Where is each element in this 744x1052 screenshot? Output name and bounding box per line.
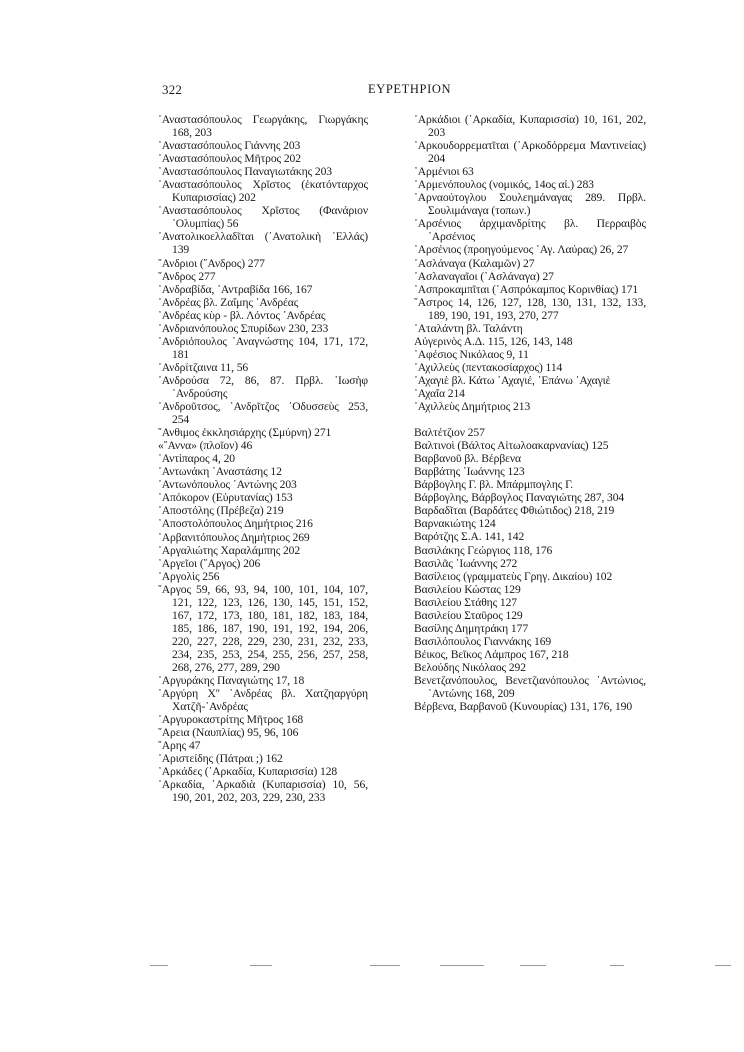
index-entry: Βασιλᾶς ᾿Ιωάννης 272 — [414, 556, 518, 570]
index-entry: ᾿Ανδριόπουλος ᾿Αναγνώστης 104, 171, 172, 181 — [158, 334, 368, 361]
index-section-beta — [414, 426, 646, 713]
index-entry: Βασίλειος (γραμματεὺς Γρηγ. Δικαίου) 102 — [414, 569, 613, 583]
index-column-right — [414, 113, 646, 713]
index-entry: ᾿Αργυροκαστρίτης Μῆτρος 168 — [158, 713, 304, 727]
index-entry: ᾿Αναστασόπουλος Γεωργάκης, Γιωργάκης 168, 203 — [158, 113, 368, 140]
index-entry: ᾿Αναστασόπουλος Χρῖστος (ἑκατόνταρχος Κυπαρισσίας) 202 — [158, 178, 368, 205]
index-entry: Βαρβανοῦ βλ. Βέρβενα — [414, 452, 522, 466]
index-entry: ᾿Αρβανιτόπουλος Δημήτριος 269 — [158, 530, 310, 544]
index-entry: ᾿Αφέσιος Νικόλαος 9, 11 — [414, 347, 529, 361]
index-entry: ῎Αστρος 14, 126, 127, 128, 130, 131, 132, 133, 189, 190, 191, 193, 270, 277 — [414, 295, 646, 322]
index-entry: Βενετζανόπουλος, Βενετζιανόπουλος ᾿Αντώνιος, ᾿Αντώνης 168, 209 — [414, 673, 646, 701]
index-entry: Βαρότζης Σ.Α. 141, 142 — [414, 530, 525, 544]
index-entry: ᾿Αντωνάκη ᾿Αναστάσης 12 — [158, 465, 282, 479]
index-entry: ᾿Αργολὶς 256 — [158, 569, 220, 583]
index-entry: ᾿Αχιλλεὺς Δημήτριος 213 — [414, 400, 531, 414]
index-entry: Βασιλείου Κώστας 129 — [414, 582, 521, 596]
index-entry: Βασιλάκης Γεώργιος 118, 176 — [414, 543, 553, 557]
index-entry: Αὐγερινὸς Α.Δ. 115, 126, 143, 148 — [414, 334, 573, 348]
scan-artifact-line — [140, 963, 740, 969]
index-entry: ᾿Ανδροῦτσος, ᾿Ανδρῖτζος ᾿Οδυσσεὺς 253, 254 — [158, 400, 368, 427]
index-entry: ῎Αρεια (Ναυπλίας) 95, 96, 106 — [158, 726, 299, 740]
index-entry: Βαλτέτζιον 257 — [414, 426, 485, 440]
index-section-alpha — [414, 113, 646, 413]
index-entry: ᾿Απόκορον (Εὐρυτανίας) 153 — [158, 491, 293, 505]
index-entry: «῎Αννα» (πλοῖον) 46 — [158, 439, 253, 453]
index-entry: ᾿Ανδρέας βλ. Ζαΐμης ᾿Ανδρέας — [158, 295, 299, 309]
index-entry: ᾿Ανδριανόπουλος Σπυρίδων 230, 233 — [158, 321, 329, 335]
index-entry: ᾿Αποστολόπουλος Δημήτριος 216 — [158, 517, 313, 531]
index-column-left — [158, 113, 368, 804]
index-entry: ᾿Ανδρέας κὺρ - βλ. Λόντος ᾿Ανδρέας — [158, 308, 326, 322]
index-entry: ᾿Αχαγιὲ βλ. Κάτω ᾿Αχαγιέ, ῾Επάνω ᾿Αχαγιὲ — [414, 373, 611, 387]
index-entry: ᾿Αρκουδορρεματῖται (᾿Αρκοδόρρεμα Μαντινείας) 204 — [414, 139, 646, 166]
index-entry: ᾿Αντίπαρος 4, 20 — [158, 452, 235, 466]
index-entry: Βέρβενα, Βαρβανοῦ (Κυνουρίας) 131, 176, 190 — [414, 700, 633, 714]
index-entry: ᾿Ανδραβίδα, ᾿Αντραβίδα 166, 167 — [158, 282, 313, 296]
running-head-title: ΕΥΡΕΤΗΡΙΟΝ — [368, 82, 452, 96]
index-entry: ᾿Αναστασόπουλος Παναγιωτάκης 203 — [158, 165, 332, 179]
index-entry: ῎Ανθιμος ἐκκλησιάρχης (Σμύρνη) 271 — [158, 426, 332, 440]
index-entry: ᾿Αναστασόπουλος Γιάννης 203 — [158, 139, 301, 153]
index-entry: ᾿Αργαλιώτης Χαραλάμπης 202 — [158, 543, 301, 557]
index-entry: ῎Αρης 47 — [158, 739, 201, 753]
index-entry: ᾿Αντωνόπουλος ᾿Αντώνης 203 — [158, 478, 297, 492]
index-entry: ᾿Αργύρη Χ'' ᾿Ανδρέας βλ. Χατζηαργύρη Χατζῆ-᾿Ανδρέας — [158, 687, 368, 714]
index-entry: ᾿Αρναούτογλου Σουλεημάναγας 289. Πρβλ. Σουλιμάναγα (τοπων.) — [414, 191, 646, 218]
index-entry: ᾿Αχαΐα 214 — [414, 386, 465, 400]
index-entry: ῎Ανδρος 277 — [158, 269, 216, 283]
index-entry: ᾿Ανδρούσα 72, 86, 87. Πρβλ. ᾿Ιωσὴφ ᾿Ανδρούσης — [158, 373, 368, 400]
page-number: 322 — [162, 82, 183, 97]
index-entry: ᾿Αργυράκης Παναγιώτης 17, 18 — [158, 674, 305, 688]
index-entry: Βασιλείου Στάθης 127 — [414, 595, 517, 609]
index-entry: Βασίλης Δημητράκη 177 — [414, 621, 529, 635]
index-entry: ᾿Αναστασόπουλος Χρῖστος (Φανάριον ᾿Ολυμπίας) 56 — [158, 204, 368, 231]
index-entry: ᾿Αρκάδιοι (᾿Αρκαδία, Κυπαρισσία) 10, 161, 202, 203 — [414, 113, 646, 140]
index-entry: Βασιλόπουλος Γιαννάκης 169 — [414, 634, 552, 648]
index-entry: ῎Ανδριοι (῎Ανδρος) 277 — [158, 256, 265, 270]
index-entry: ᾿Αρμενόπουλος (νομικός, 14ος αἰ.) 283 — [414, 178, 594, 192]
index-entry: ᾿Αταλάντη βλ. Ταλάντη — [414, 321, 523, 335]
index-entry: ᾿Αρμένιοι 63 — [414, 165, 474, 179]
index-entry: ᾿Αριστείδης (Πάτραι ;) 162 — [158, 752, 283, 766]
index-entry: ᾿Αργεῖοι (῎Αργος) 206 — [158, 556, 261, 570]
index-entry: ᾿Αποστόλης (Πρέβεζα) 219 — [158, 504, 284, 518]
section-divider — [414, 413, 646, 426]
index-entry: Βαρδαδῖται (Βαρδάτες Φθιώτιδος) 218, 219 — [414, 504, 615, 518]
index-entry: ᾿Ανδρίτζαινα 11, 56 — [158, 360, 249, 374]
index-entry: ᾿Αναστασόπουλος Μῆτρος 202 — [158, 152, 301, 166]
index-entry: Βαλτινοὶ (Βάλτος Αἰτωλοακαρνανίας) 125 — [414, 439, 609, 453]
index-entry: ᾿Αρσένιος ἀρχιμανδρίτης βλ. Περραιβὸς ᾿Αρσένιος — [414, 217, 646, 244]
index-entry: ᾿Ανατολικοελλαδῖται (᾿Ανατολικὴ ῾Ελλάς) 139 — [158, 230, 368, 257]
index-entry: ᾿Αρσένιος (προηγούμενος ῾Αγ. Λαύρας) 26, 27 — [414, 243, 629, 257]
index-entry: Βαρβάτης ᾿Ιωάννης 123 — [414, 465, 525, 479]
index-entry: Βάρβογλης Γ. βλ. Μπάρμπογλης Γ. — [414, 478, 574, 492]
index-entry: ᾿Ασπροκαμπῖται (᾿Ασπρόκαμπος Κορινθίας) 171 — [414, 282, 639, 296]
index-entry: Βασιλείου Σταῦρος 129 — [414, 608, 523, 622]
index-entry: Βελούδης Νικόλαος 292 — [414, 660, 526, 674]
index-entry: ῎Αργος 59, 66, 93, 94, 100, 101, 104, 107, 121, 122, 123, 126, 130, 145, 151, 152, 167, 172, 173, 180, 181, 182, 183, 184, 185, 186, 187, 190, 191, 192, 194, 206, 220, 227, 228, 229, 230, 231, 232, 233, 234, 235, 253, 254, 255, 256, 257, 258, 268, 276, 277, 289, 290 — [158, 582, 368, 674]
index-entry: ᾿Ασλαναγαῖοι (᾿Ασλάναγα) 27 — [414, 269, 554, 283]
index-entry: ᾿Ασλάναγα (Καλαμῶν) 27 — [414, 256, 535, 270]
index-entry: ᾿Αχιλλεὺς (πεντακοσίαρχος) 114 — [414, 360, 563, 374]
index-entry: ᾿Αρκαδία, ᾿Αρκαδιὰ (Κυπαρισσία) 10, 56, 190, 201, 202, 203, 229, 230, 233 — [158, 778, 368, 805]
index-entry: ᾿Αρκάδες (᾿Αρκαδία, Κυπαρισσία) 128 — [158, 765, 338, 779]
index-entry: Βέικος, Βεῖκος Λάμπρος 167, 218 — [414, 647, 569, 661]
index-entry: Βάρβογλης, Βάρβογλος Παναγιώτης 287, 304 — [414, 491, 625, 505]
index-entry: Βαρνακιώτης 124 — [414, 517, 496, 531]
